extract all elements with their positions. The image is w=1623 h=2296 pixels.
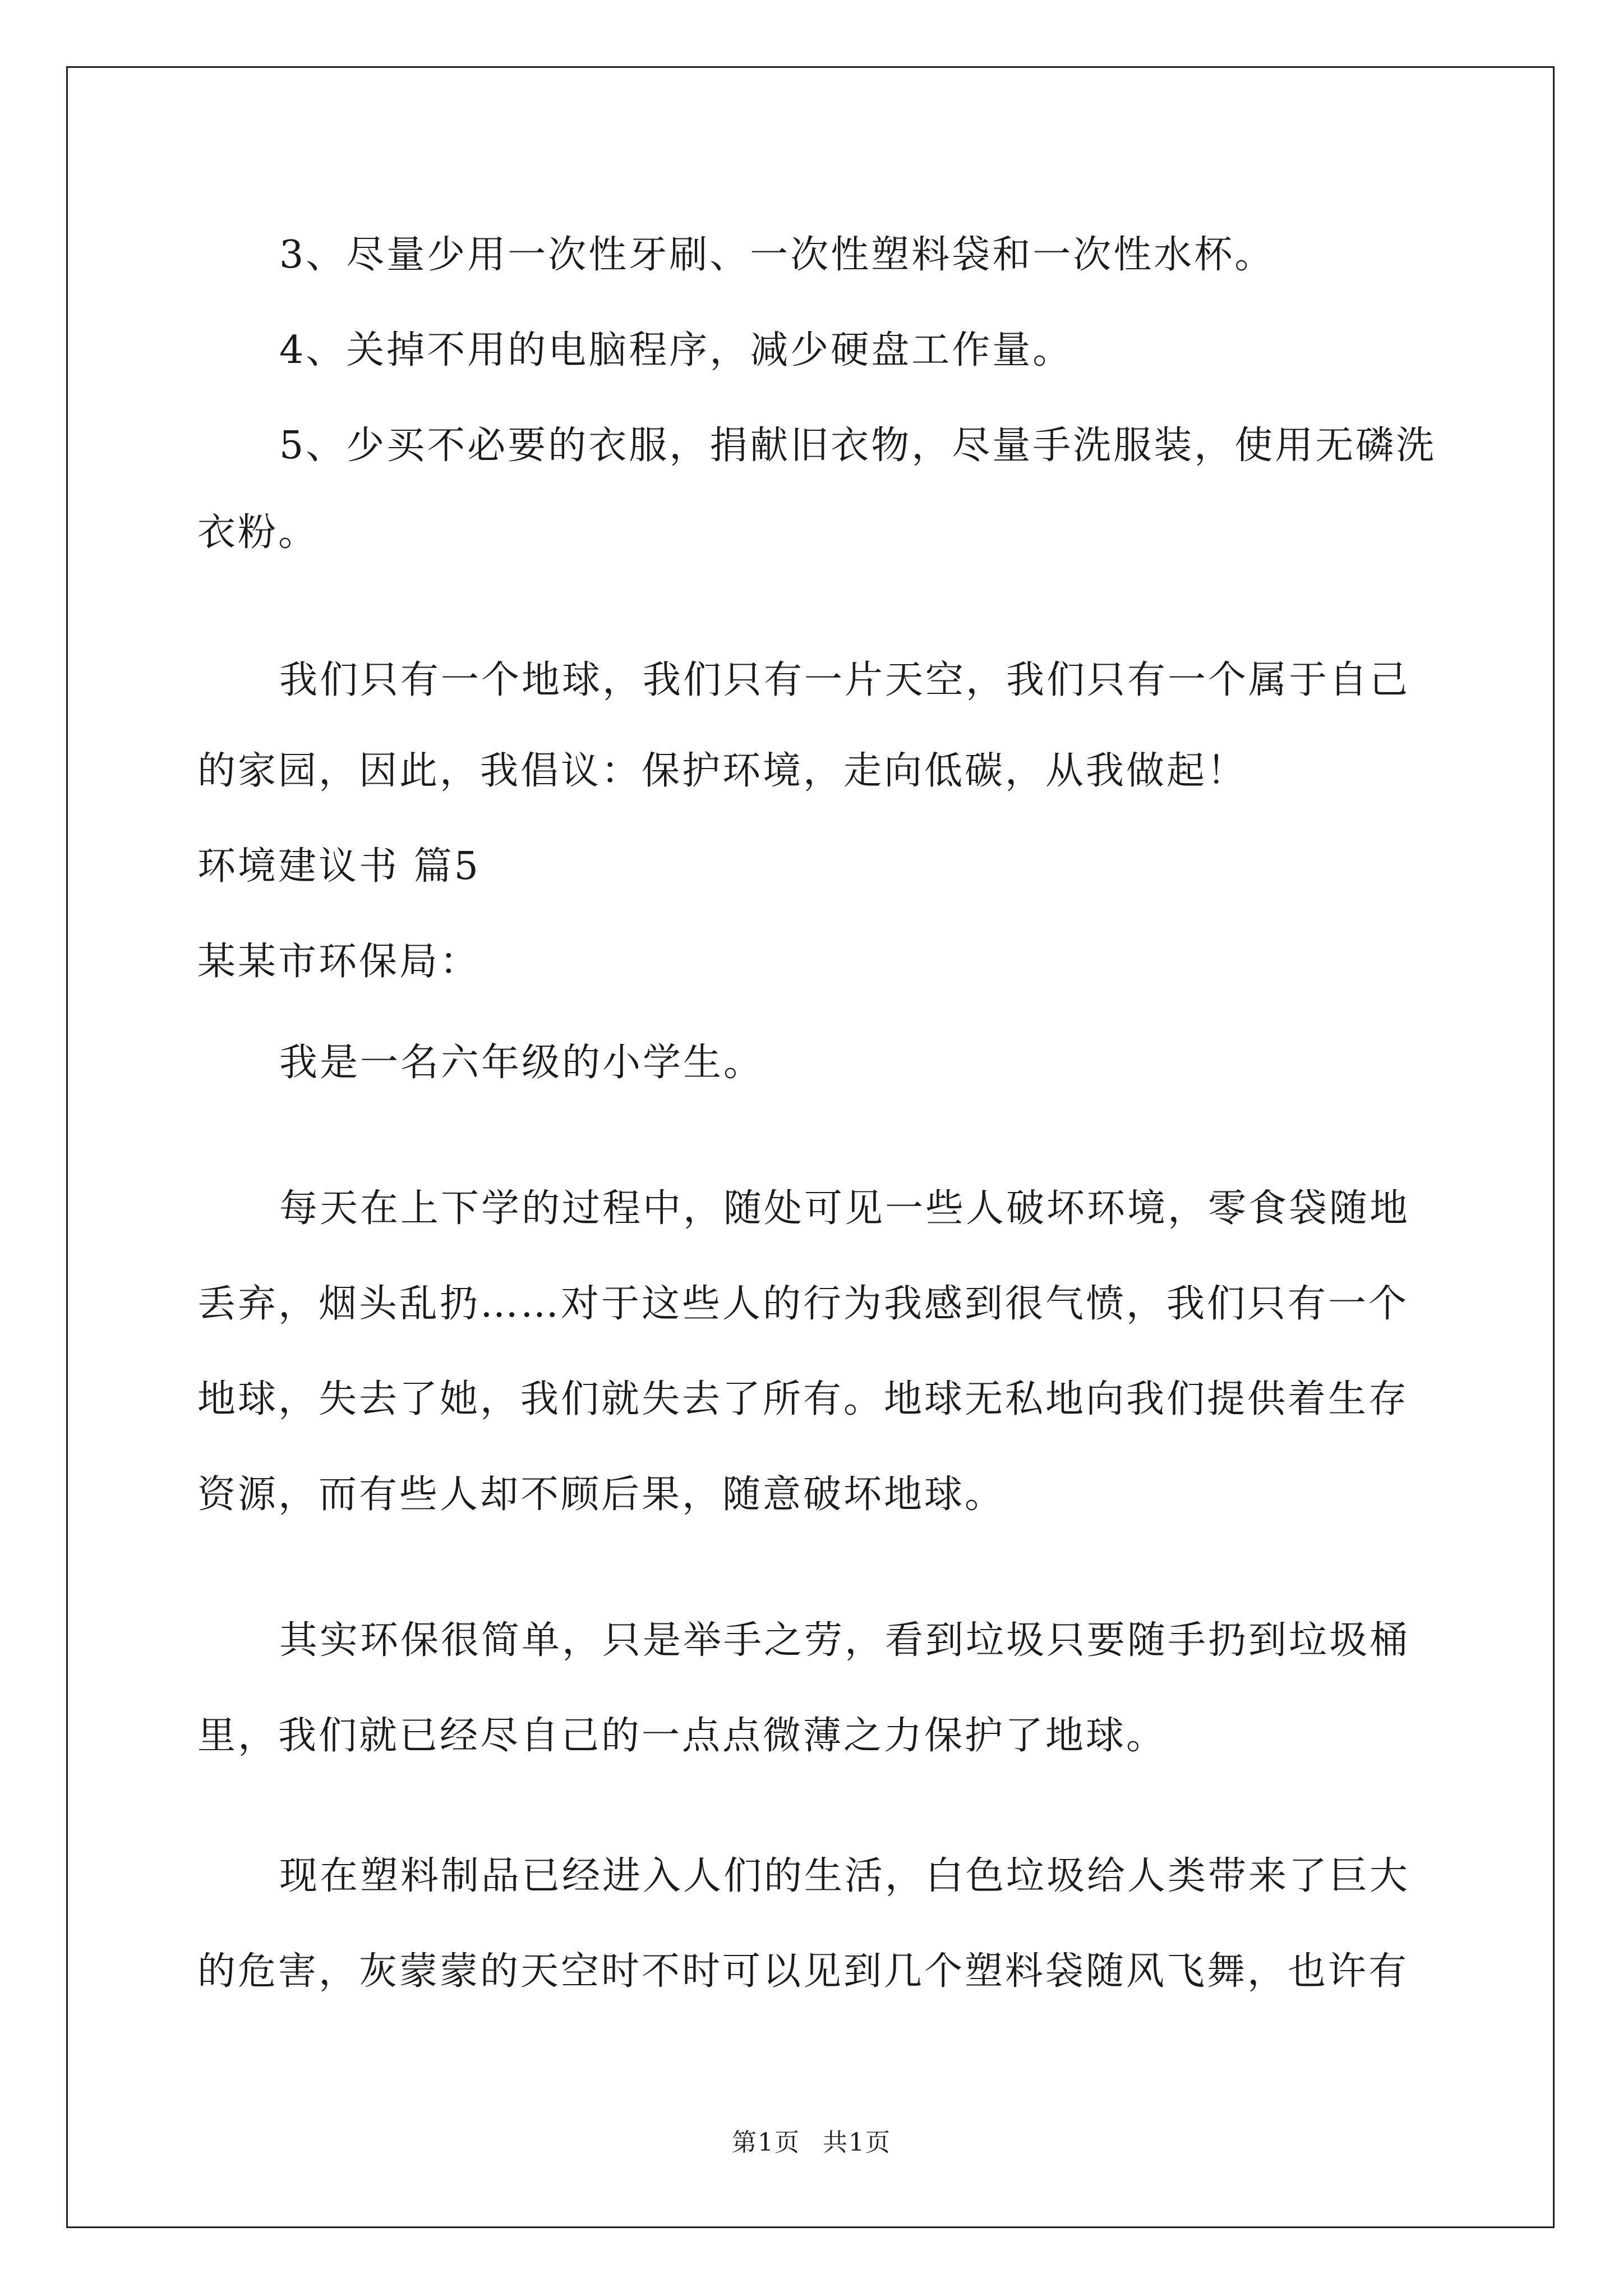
list-item-3: 3、尽量少用一次性牙刷、一次性塑料袋和一次性水杯。 (279, 233, 1275, 277)
paragraph-line: 我们只有一个地球，我们只有一片天空，我们只有一个属于自己 (279, 658, 1410, 702)
paragraph-line: 现在塑料制品已经进入人们的生活，白色垃圾给人类带来了巨大 (279, 1854, 1410, 1898)
list-item-5: 5、少买不必要的衣服，捐献旧衣物，尽量手洗服装，使用无磷洗 (279, 424, 1437, 468)
paragraph-line: 地球，失去了她，我们就失去了所有。地球无私地向我们提供着生存 (197, 1377, 1409, 1421)
paragraph-line: 的家园，因此，我倡议：保护环境，走向低碳，从我做起！ (197, 749, 1248, 793)
page-number: 第1页 (732, 2128, 800, 2157)
list-item-5-continued: 衣粉。 (197, 510, 319, 555)
paragraph-line: 我是一名六年级的小学生。 (279, 1041, 764, 1085)
paragraph-line: 的危害，灰蒙蒙的天空时不时可以见到几个塑料袋随风飞舞，也许有 (197, 1949, 1409, 1994)
salutation: 某某市环保局： (197, 940, 481, 984)
paragraph-line: 其实环保很简单，只是举手之劳，看到垃圾只要随手扔到垃圾桶 (279, 1618, 1410, 1663)
paragraph-line: 每天在上下学的过程中，随处可见一些人破坏环境，零食袋随地 (279, 1186, 1410, 1231)
page-total: 共1页 (823, 2128, 891, 2157)
paragraph-line: 里，我们就已经尽自己的一点点微薄之力保护了地球。 (197, 1714, 1167, 1758)
paragraph-line: 资源，而有些人却不顾后果，随意破坏地球。 (197, 1473, 1006, 1517)
page-footer (0, 2126, 1623, 2160)
page-border (66, 66, 1555, 2228)
paragraph-line: 丢弃，烟头乱扔……对于这些人的行为我感到很气愤，我们只有一个 (197, 1282, 1409, 1326)
list-item-4: 4、关掉不用的电脑程序，减少硬盘工作量。 (279, 328, 1073, 372)
section-heading: 环境建议书 篇5 (197, 844, 481, 889)
